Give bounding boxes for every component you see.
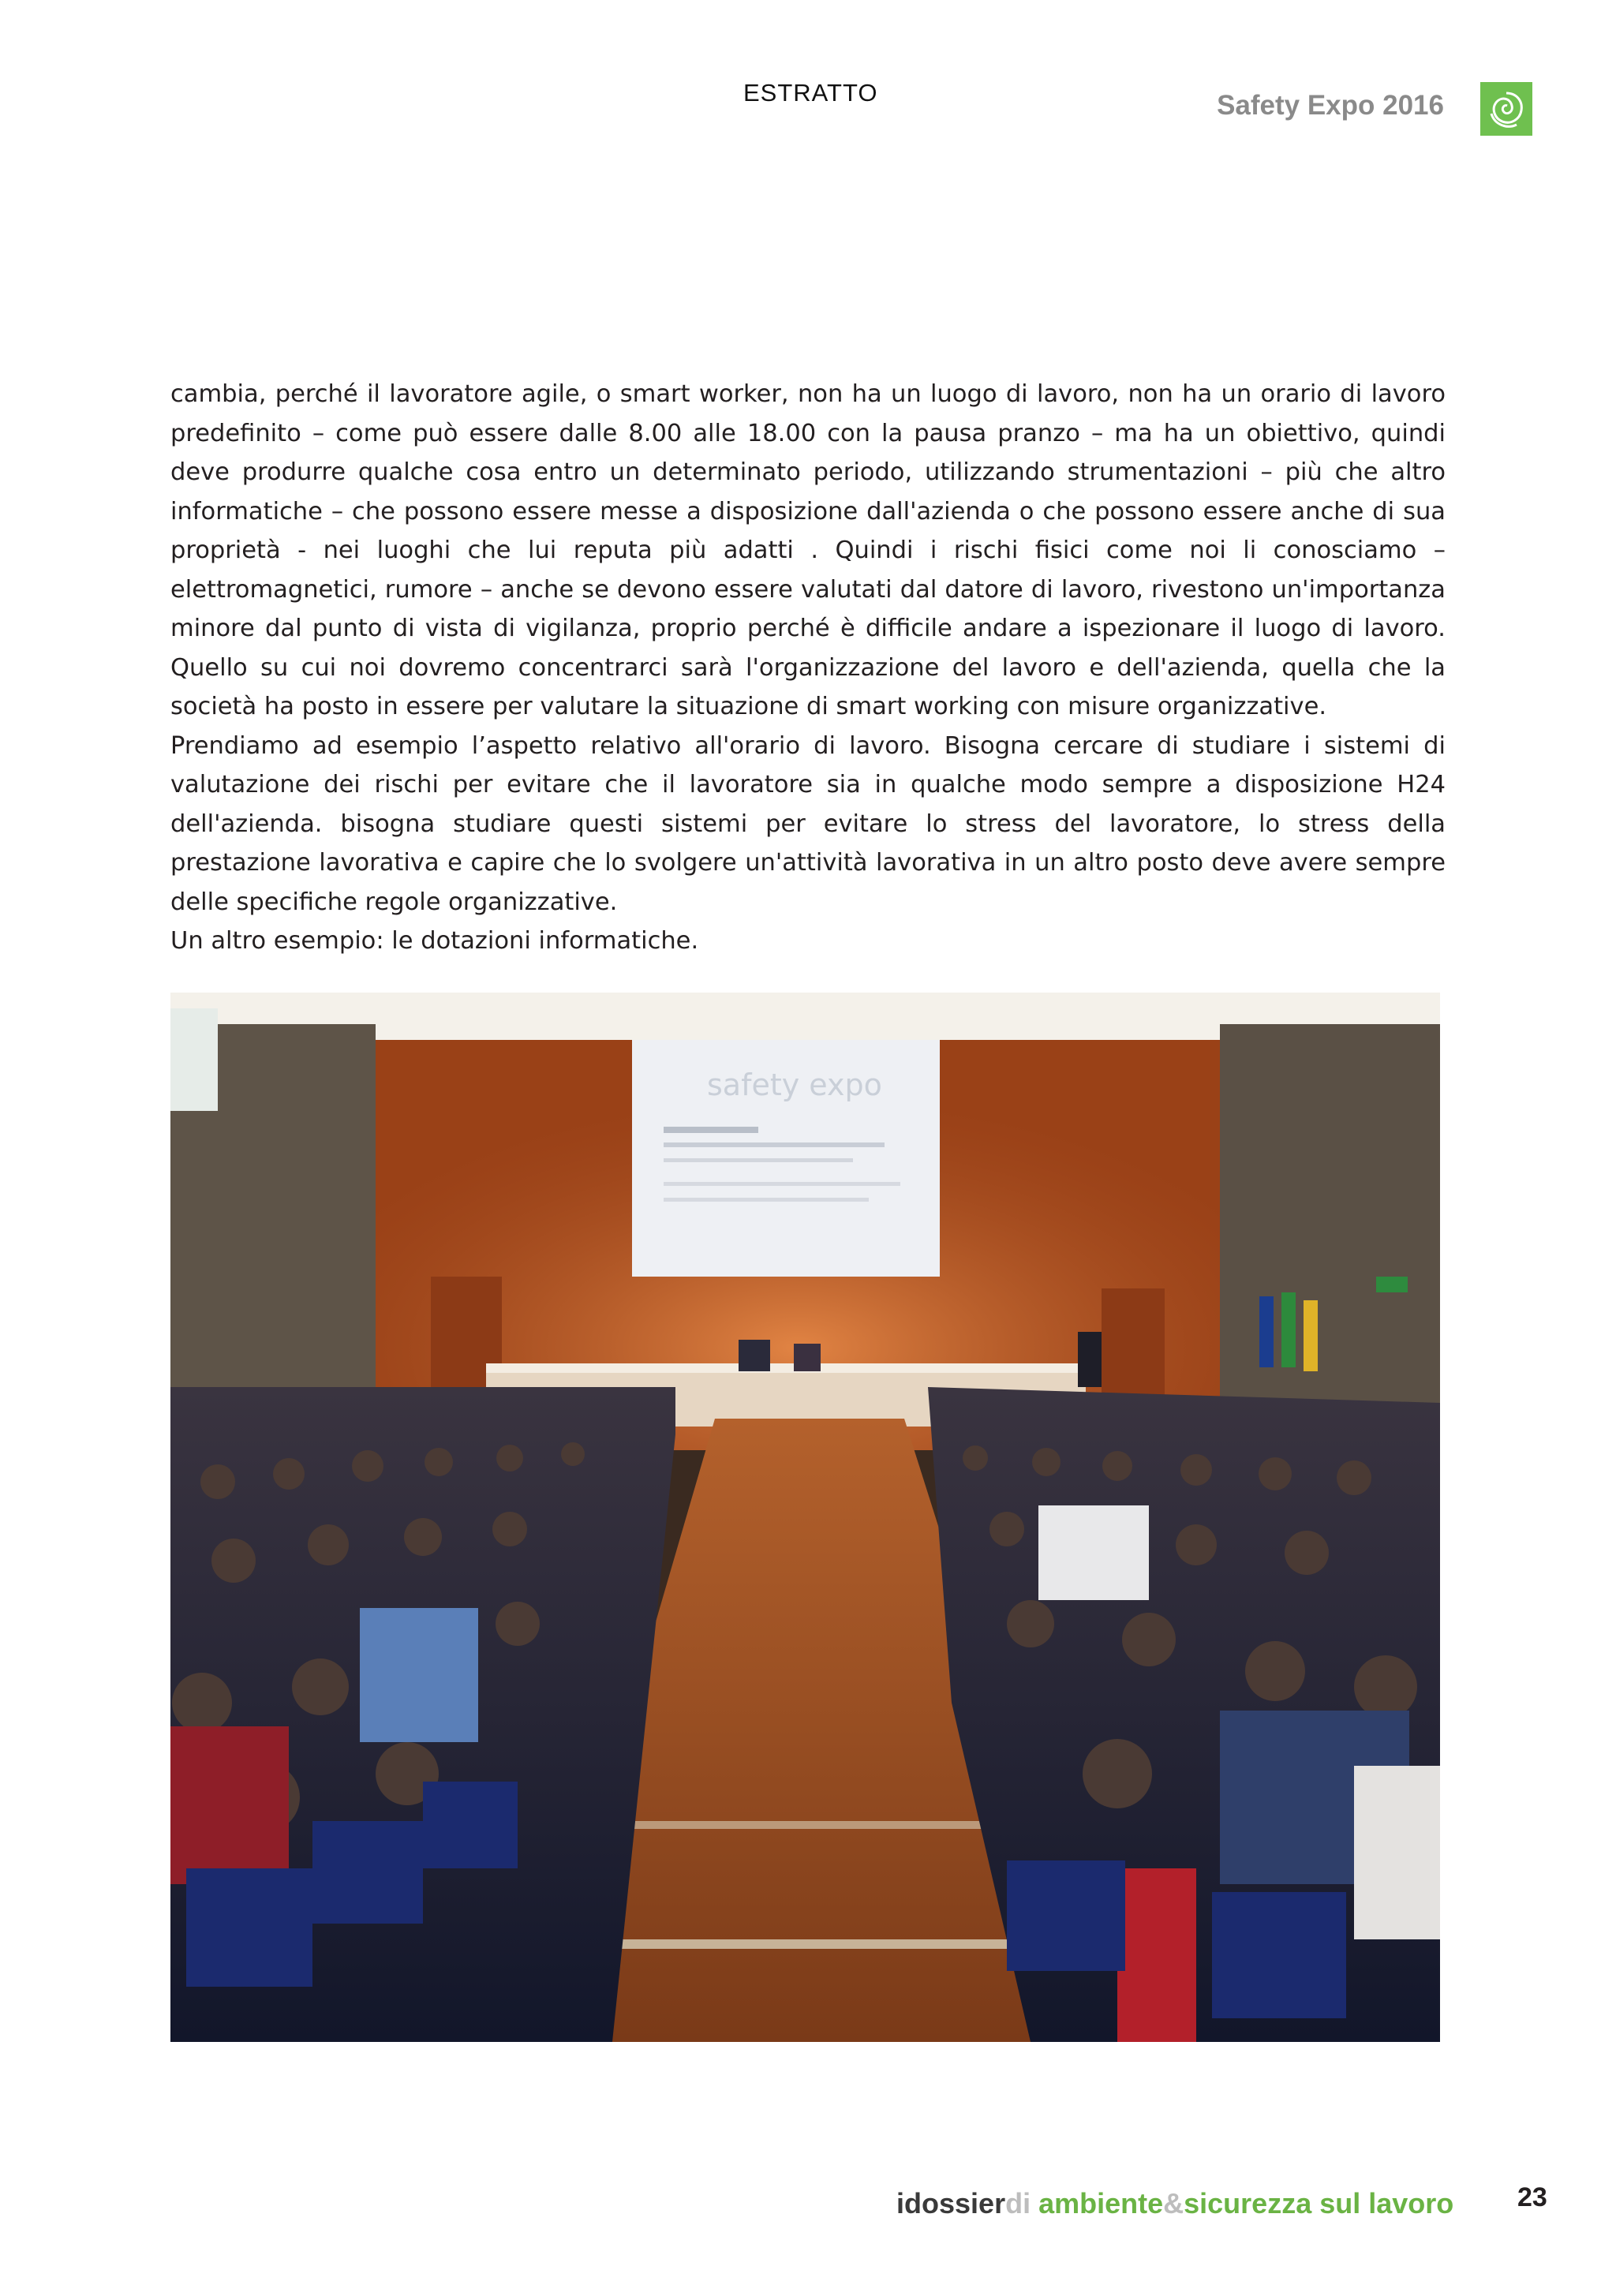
footer-brand-dossier: dossier xyxy=(904,2187,1006,2219)
rose-logo-icon xyxy=(1480,82,1532,136)
running-label: ESTRATTO xyxy=(743,79,878,107)
conference-photo xyxy=(170,993,1440,2042)
page-number: 23 xyxy=(1517,2182,1547,2212)
conference-photo-illustration xyxy=(170,993,1440,2042)
footer-brand-i: i xyxy=(896,2187,905,2219)
paragraph: Prendiamo ad esempio l’aspetto relativo all'orario di lavoro. Bisogna cercare di studiare i sistemi di valutazione dei rischi per evitare che il lavoratore sia in qualche modo sempre a disposizione H24 dell'azienda. bisogna studiare questi sistemi per evitare lo stress del lavoratore, lo stress della prestazione lavorativa e capire che lo svolgere un'attività lavorativa in un altro posto deve avere sempre delle specifiche regole organizzative. xyxy=(170,731,1446,916)
paragraph: Un altro esempio: le dotazioni informatiche. xyxy=(170,927,699,955)
footer-brand-amp: & xyxy=(1163,2187,1184,2219)
screen-text: safety expo xyxy=(707,1068,882,1102)
footer-brand-di: di xyxy=(1005,2187,1039,2219)
footer-brand-sicurezza: sicurezza sul lavoro xyxy=(1184,2187,1454,2219)
footer-brand xyxy=(896,2187,1453,2220)
footer-brand-ambiente: ambiente xyxy=(1038,2187,1164,2219)
header-title: Safety Expo 2016 xyxy=(1217,90,1444,121)
article-body xyxy=(170,375,1446,961)
paragraph: cambia, perché il lavoratore agile, o smart worker, non ha un luogo di lavoro, non ha un orario di lavoro predefinito – come può essere dalle 8.00 alle 18.00 con la pausa pranzo – ma ha un obiettivo, quindi deve produrre qualche cosa entro un determinato periodo, utilizzando strumentazioni – più che altro informatiche – che possono essere messe a disposizione dall'azienda o che possono essere anche di sua proprietà - nei luoghi che lui reputa più adatti . Quindi i rischi fisici come noi li conosciamo – elettromagnetici, rumore – anche se devono essere valutati dal datore di lavoro, rivestono un'importanza minore dal punto di vista di vigilanza, proprio perché è difficile andare a ispezionare il luogo di lavoro. Quello su cui noi dovremo concentrarci sarà l'organizzazione del lavoro e dell'azienda, quella che la società ha posto in essere per valutare la situazione di smart working con misure organizzative. xyxy=(170,380,1446,720)
